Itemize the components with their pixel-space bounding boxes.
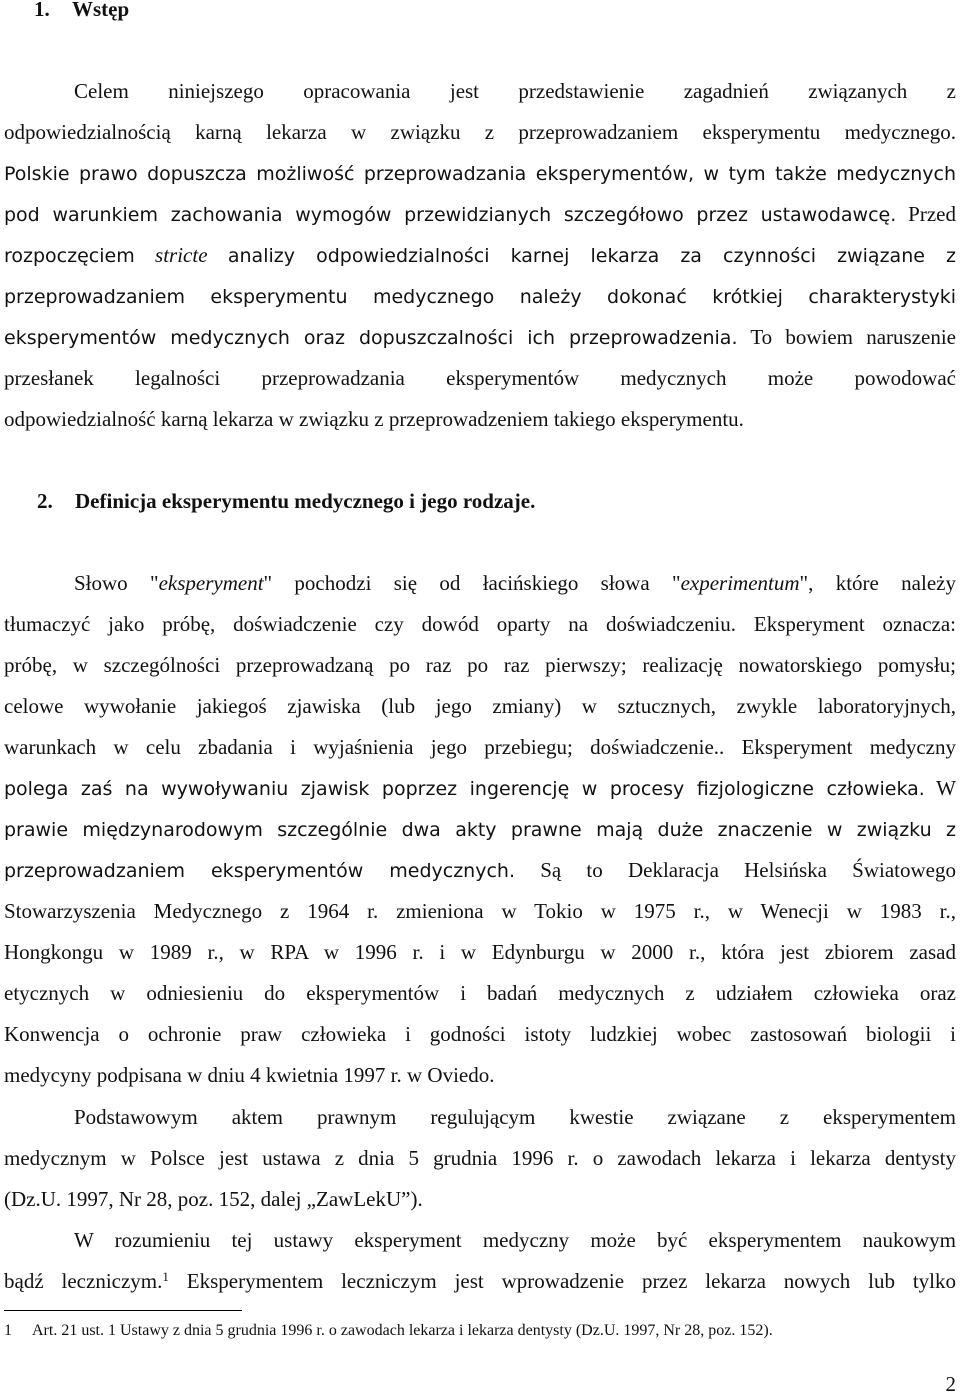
paragraph-line bbox=[4, 242, 956, 269]
footnote-number: 1 bbox=[4, 1322, 12, 1339]
text-segment: Słowo " bbox=[74, 571, 159, 595]
footnote-separator bbox=[4, 1310, 242, 1311]
text-segment: To bowiem naruszenie bbox=[750, 325, 956, 349]
paragraph-line: etycznych w odniesieniu do eksperymentów i badań medycznych z udziałem człowieka oraz bbox=[4, 981, 956, 1005]
paragraph-line: medycznym w Polsce jest ustawa z dnia 5 grudnia 1996 r. o zawodach lekarza i lekarza dentysty bbox=[4, 1146, 956, 1170]
paragraph-line: (Dz.U. 1997, Nr 28, poz. 152, dalej „ZawLekU”). bbox=[4, 1187, 423, 1211]
section-number: 2. bbox=[37, 489, 53, 513]
text-segment: " pochodzi się od łacińskiego słowa " bbox=[263, 571, 681, 595]
text-segment: eksperymentów medycznych oraz dopuszczalności ich przeprowadzenia. bbox=[4, 327, 738, 349]
paragraph-line bbox=[4, 775, 956, 802]
paragraph-line: tłumaczyć jako próbę, doświadczenie czy dowód oparty na doświadczeniu. Eksperyment oznacza: bbox=[4, 612, 956, 636]
footnote-reference[interactable]: 1 bbox=[162, 1269, 169, 1284]
paragraph-line: odpowiedzialność karną lekarza w związku z przeprowadzeniem takiego eksperymentu. bbox=[4, 407, 744, 431]
text-segment: przeprowadzaniem eksperymentu medycznego należy dokonać krótkiej charakterystyki bbox=[4, 286, 956, 308]
paragraph-line bbox=[4, 283, 956, 310]
section-number: 1. bbox=[34, 0, 50, 21]
text-segment-italic: experimentum bbox=[680, 571, 800, 595]
text-segment: Eksperymentem leczniczym jest wprowadzenie przez lekarza nowych lub tylko bbox=[168, 1269, 957, 1293]
paragraph-line bbox=[4, 324, 956, 351]
text-segment: prawie międzynarodowym szczególnie dwa akty prawne mają duże znaczenie w związku z bbox=[4, 819, 956, 841]
paragraph-line: W rozumieniu tej ustawy eksperyment medyczny może być eksperymentem naukowym bbox=[74, 1228, 956, 1252]
paragraph-line bbox=[4, 734, 956, 760]
paragraph-line bbox=[74, 570, 956, 596]
text-segment: W bbox=[936, 776, 956, 800]
text-segment: Są to Deklaracja Helsińska Światowego bbox=[540, 858, 956, 882]
paragraph-line bbox=[4, 1268, 956, 1294]
paragraph-line: medycyny podpisana w dniu 4 kwietnia 1997 r. w Oviedo. bbox=[4, 1063, 495, 1087]
text-segment: bądź leczniczym. bbox=[4, 1269, 163, 1293]
section-title: Wstęp bbox=[72, 0, 130, 21]
paragraph-line bbox=[4, 201, 956, 228]
paragraph-line: Stowarzyszenia Medycznego z 1964 r. zmieniona w Tokio w 1975 r., w Wenecji w 1983 r., bbox=[4, 899, 956, 923]
paragraph-line: celowe wywołanie jakiegoś zjawiska (lub jego zmiany) w sztucznych, zwykle laboratoryjnych, bbox=[4, 694, 956, 718]
footnote-text: Art. 21 ust. 1 Ustawy z dnia 5 grudnia 1996 r. o zawodach lekarza i lekarza dentysty (Dz.U. 1997, Nr 28, poz. 152). bbox=[32, 1322, 773, 1339]
page-number: 2 bbox=[945, 1372, 956, 1396]
footnote bbox=[4, 1321, 773, 1341]
paragraph-line: Konwencja o ochronie praw człowieka i godności istoty ludzkiej wobec zastosowań biologii i bbox=[4, 1022, 956, 1046]
text-segment: Polskie prawo dopuszcza możliwość przeprowadzania eksperymentów, w tym także medycznych bbox=[4, 163, 956, 185]
text-segment: Eksperyment medyczny bbox=[741, 735, 956, 759]
text-segment-italic: stricte bbox=[155, 243, 208, 267]
document-page bbox=[4, 0, 956, 1394]
text-segment: pod warunkiem zachowania wymogów przewidzianych szczegółowo przez ustawodawcę. bbox=[4, 204, 897, 226]
paragraph-line: Podstawowym aktem prawnym regulującym kwestie związane z eksperymentem bbox=[74, 1105, 956, 1129]
text-segment: Przed bbox=[908, 202, 956, 226]
paragraph-line bbox=[4, 160, 956, 187]
paragraph-line bbox=[4, 816, 956, 843]
paragraph-line bbox=[4, 857, 956, 884]
text-segment: analizy odpowiedzialności karnej lekarza za czynności związane z bbox=[227, 245, 957, 267]
text-segment: rozpoczęciem bbox=[4, 245, 135, 267]
paragraph-line: Hongkongu w 1989 r., w RPA w 1996 r. i w Edynburgu w 2000 r., która jest zbiorem zasad bbox=[4, 940, 956, 964]
text-segment: przeprowadzaniem eksperymentów medycznych. bbox=[4, 860, 515, 882]
section-2-heading bbox=[37, 488, 937, 514]
paragraph-line: odpowiedzialnością karną lekarza w związku z przeprowadzaniem eksperymentu medycznego. bbox=[4, 120, 956, 144]
text-segment: ", które należy bbox=[799, 571, 956, 595]
section-title: Definicja eksperymentu medycznego i jego rodzaje. bbox=[75, 489, 536, 513]
paragraph-line: próbę, w szczególności przeprowadzaną po raz po raz pierwszy; realizację nowatorskiego pomysłu; bbox=[4, 653, 956, 677]
text-segment: polega zaś na wywoływaniu zjawisk poprzez ingerencję w procesy fizjologiczne człowieka. bbox=[4, 778, 925, 800]
text-segment-italic: eksperyment bbox=[158, 571, 264, 595]
text-segment: warunkach w celu zbadania i wyjaśnienia jego przebiegu; doświadczenie.. bbox=[4, 735, 725, 759]
paragraph-line: Celem niniejszego opracowania jest przedstawienie zagadnień związanych z bbox=[74, 79, 956, 103]
paragraph-line: przesłanek legalności przeprowadzania eksperymentów medycznych może powodować bbox=[4, 366, 956, 390]
section-1-heading bbox=[34, 0, 960, 22]
